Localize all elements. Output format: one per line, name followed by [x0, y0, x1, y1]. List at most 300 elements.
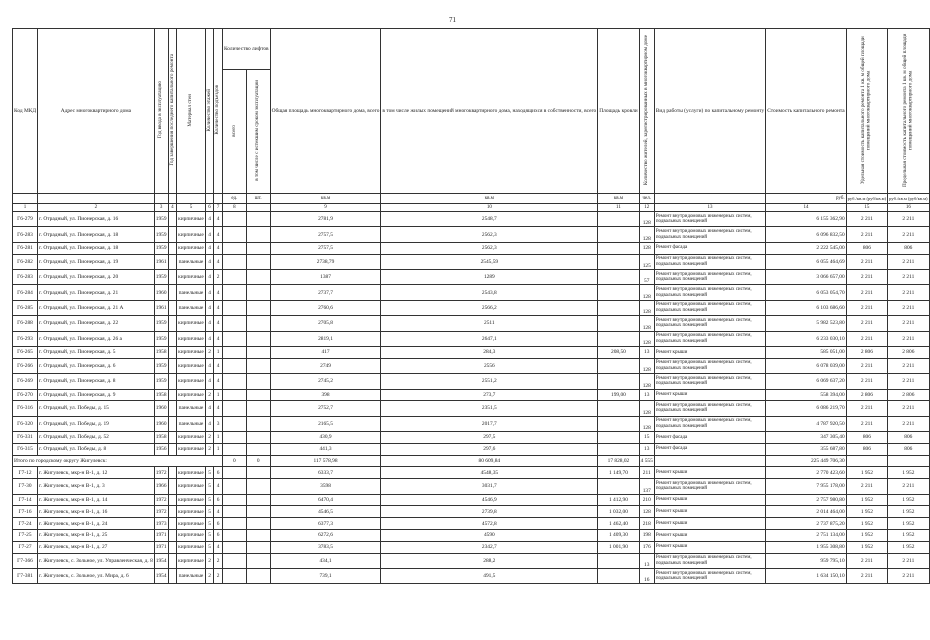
- cell-area: 2819,1: [270, 331, 381, 346]
- cell-floors: 2: [205, 553, 214, 568]
- cell-limit-cost: 2 806: [888, 346, 929, 358]
- cell-entrances: 4: [214, 285, 223, 300]
- header-living-area: в том числе жилых помещений многоквартирного дома, находящихся в собственности, всего: [381, 29, 598, 194]
- cell-work-type: Ремонт фасада: [654, 432, 765, 444]
- table-row: [13, 416, 930, 431]
- cell-material: кирпичные: [177, 331, 206, 346]
- cell-limit-cost: 2 211: [888, 254, 929, 269]
- cell-living-area: 2556: [381, 358, 598, 373]
- cell-roof-area: 1 149,70: [598, 467, 639, 479]
- cell-floors: 4: [205, 374, 214, 389]
- cell-lifts-expired: [246, 374, 270, 389]
- cell-material: панельные: [177, 569, 206, 584]
- cell-lifts-total: [222, 316, 246, 331]
- cell-year: 1959: [154, 212, 168, 227]
- cell-cost: 2 737 875,20: [766, 518, 846, 530]
- table-row: [13, 569, 930, 584]
- cell-work-type: Ремонт внутридомовых инженерных систем, подвальных помещений: [654, 285, 765, 300]
- cell-work-type: Ремонт внутридомовых инженерных систем, подвальных помещений: [654, 212, 765, 227]
- cell-floors: 2: [205, 443, 214, 455]
- cell-last-repair: [168, 443, 177, 455]
- cell-cost: 6 053 054,70: [766, 285, 846, 300]
- cell-lifts-expired: [246, 432, 270, 444]
- cell-code: Г7-25: [13, 530, 38, 542]
- cell-last-repair: [168, 285, 177, 300]
- cell-lifts-total: [222, 479, 246, 494]
- cell-material: кирпичные: [177, 443, 206, 455]
- cell-floors: 4: [205, 331, 214, 346]
- total-cost: 225 449 706,30: [766, 455, 846, 467]
- table-row: [13, 494, 930, 506]
- total-row: [13, 455, 930, 467]
- cell-lifts-expired: [246, 506, 270, 518]
- cell-floors: 5: [205, 541, 214, 553]
- cell-specific-cost: 2 211: [846, 401, 887, 416]
- unit-limit: руб./кв.м (руб/кв.м): [888, 194, 929, 204]
- header-limit-cost: Предельная стоимость капитального ремонта 1 кв. м общей площади помещений многоквартирного дома: [901, 33, 914, 187]
- cell-lifts-total: [222, 401, 246, 416]
- cell-material: кирпичные: [177, 530, 206, 542]
- table-row: [13, 242, 930, 254]
- cell-area: 739,1: [270, 569, 381, 584]
- cell-cost: 6 078 039,00: [766, 358, 846, 373]
- cell-roof-area: [598, 285, 639, 300]
- cell-last-repair: [168, 401, 177, 416]
- header-residents: Количество жителей, зарегистрированных в многоквартирном доме: [642, 34, 649, 186]
- cell-residents: 198: [639, 530, 654, 542]
- table-row: [13, 346, 930, 358]
- cell-specific-cost: 1 952: [846, 530, 887, 542]
- cell-work-type: Ремонт крыши: [654, 506, 765, 518]
- cell-year: 1960: [154, 285, 168, 300]
- cell-year: 1959: [154, 242, 168, 254]
- cell-floors: 4: [205, 212, 214, 227]
- cell-area: 6470,4: [270, 494, 381, 506]
- col-number: 10: [381, 204, 598, 212]
- col-number: 13: [654, 204, 765, 212]
- cell-year: 1959: [154, 316, 168, 331]
- cell-work-type: Ремонт внутридомовых инженерных систем, подвальных помещений: [654, 300, 765, 315]
- cell-code: Г6-283: [13, 227, 38, 242]
- cell-area: 430,9: [270, 432, 381, 444]
- cell-code: Г6-270: [13, 389, 38, 401]
- cell-lifts-total: [222, 374, 246, 389]
- cell-floors: 2: [205, 569, 214, 584]
- cell-code: Г7-366: [13, 553, 38, 568]
- header-address: Адрес многоквартирного дома: [38, 29, 155, 194]
- cell-last-repair: [168, 269, 177, 284]
- cell-entrances: 1: [214, 443, 223, 455]
- col-number: 7: [214, 204, 223, 212]
- cell-roof-area: [598, 553, 639, 568]
- table-row: [13, 285, 930, 300]
- cell-last-repair: [168, 212, 177, 227]
- cell-entrances: 6: [214, 467, 223, 479]
- cell-code: Г7-16: [13, 506, 38, 518]
- cell-work-type: Ремонт внутридомовых инженерных систем, подвальных помещений: [654, 269, 765, 284]
- table-row: [13, 316, 930, 331]
- cell-floors: 5: [205, 467, 214, 479]
- cell-address: г. Жигулевск, с. Зольное, ул. Мира, д. 6: [38, 569, 155, 584]
- cell-specific-cost: 2 211: [846, 553, 887, 568]
- cell-lifts-expired: [246, 331, 270, 346]
- cell-year: 1959: [154, 374, 168, 389]
- cell-floors: 4: [205, 300, 214, 315]
- cell-entrances: 6: [214, 518, 223, 530]
- cell-living-area: 297,6: [381, 443, 598, 455]
- cell-cost: 3 066 657,00: [766, 269, 846, 284]
- total-area: 117 578,98: [270, 455, 381, 467]
- cell-roof-area: [598, 479, 639, 494]
- cell-residents: 16: [639, 569, 654, 584]
- total-residents: 4 555: [639, 455, 654, 467]
- cell-specific-cost: 2 211: [846, 569, 887, 584]
- col-number: [246, 204, 270, 212]
- table-header: [13, 29, 930, 212]
- cell-living-area: 4572,8: [381, 518, 598, 530]
- table-row: [13, 541, 930, 553]
- cell-floors: 5: [205, 506, 214, 518]
- page-number: 71: [449, 16, 456, 24]
- total-empty: [846, 455, 887, 467]
- cell-residents: 13: [639, 389, 654, 401]
- cell-specific-cost: 2 211: [846, 316, 887, 331]
- cell-lifts-total: [222, 285, 246, 300]
- cell-roof-area: [598, 212, 639, 227]
- cell-floors: 5: [205, 530, 214, 542]
- cell-year: 1959: [154, 358, 168, 373]
- cell-living-area: 1289: [381, 269, 598, 284]
- cell-address: г. Жигулевск, мкр-н В-1, д. 27: [38, 541, 155, 553]
- cell-roof-area: 1 001,90: [598, 541, 639, 553]
- cell-area: 4546,5: [270, 506, 381, 518]
- cell-floors: 4: [205, 358, 214, 373]
- cell-address: г. Отрадный, ул. Победы, д. 52: [38, 432, 155, 444]
- cell-material: кирпичные: [177, 346, 206, 358]
- total-label: Итого по городскому округу Жигулевск:: [13, 455, 223, 467]
- col-number: 5: [177, 204, 206, 212]
- cell-lifts-total: [222, 506, 246, 518]
- col-number: 6: [205, 204, 214, 212]
- header-total-area: Общая площадь многоквартирного дома, всего: [270, 29, 381, 194]
- cell-limit-cost: 806: [888, 242, 929, 254]
- cell-residents: 137: [639, 479, 654, 494]
- cell-material: кирпичные: [177, 553, 206, 568]
- total-lifts-total: 0: [222, 455, 246, 467]
- cell-entrances: 1: [214, 432, 223, 444]
- cell-cost: 6 086 219,70: [766, 401, 846, 416]
- cell-specific-cost: 2 806: [846, 346, 887, 358]
- table-row: [13, 389, 930, 401]
- cell-limit-cost: 2 211: [888, 374, 929, 389]
- cell-specific-cost: 2 211: [846, 300, 887, 315]
- cell-lifts-total: [222, 416, 246, 431]
- table-row: [13, 553, 930, 568]
- cell-living-area: 4548,35: [381, 467, 598, 479]
- cell-entrances: 4: [214, 300, 223, 315]
- cell-year: 1960: [154, 416, 168, 431]
- cell-roof-area: 1 409,30: [598, 530, 639, 542]
- cell-material: панельные: [177, 401, 206, 416]
- col-number: 9: [270, 204, 381, 212]
- total-living-area: 80 609,84: [381, 455, 598, 467]
- cell-living-area: 2551,2: [381, 374, 598, 389]
- cell-living-area: 2566,2: [381, 300, 598, 315]
- cell-material: кирпичные: [177, 467, 206, 479]
- cell-living-area: 2562,3: [381, 242, 598, 254]
- cell-code: Г6-288: [13, 316, 38, 331]
- cell-lifts-total: [222, 254, 246, 269]
- cell-work-type: Ремонт крыши: [654, 518, 765, 530]
- cell-living-area: 2647,1: [381, 331, 598, 346]
- cell-entrances: 4: [214, 541, 223, 553]
- cell-cost: 558 394,00: [766, 389, 846, 401]
- cell-material: кирпичные: [177, 242, 206, 254]
- cell-area: 2705,8: [270, 316, 381, 331]
- cell-last-repair: [168, 227, 177, 242]
- cell-residents: 15: [639, 432, 654, 444]
- cell-address: г. Отрадный, ул. Пионерская, д. 22: [38, 316, 155, 331]
- cell-residents: 128: [639, 285, 654, 300]
- cell-limit-cost: 806: [888, 443, 929, 455]
- cell-limit-cost: 1 952: [888, 530, 929, 542]
- unit-lifts-total: ед.: [222, 194, 246, 204]
- cell-specific-cost: 1 952: [846, 541, 887, 553]
- cell-specific-cost: 2 211: [846, 227, 887, 242]
- cell-living-area: 2017,7: [381, 416, 598, 431]
- cell-residents: 218: [639, 518, 654, 530]
- cell-last-repair: [168, 432, 177, 444]
- cell-residents: 128: [639, 358, 654, 373]
- cell-last-repair: [168, 374, 177, 389]
- cell-floors: 5: [205, 494, 214, 506]
- cell-year: 1972: [154, 494, 168, 506]
- cell-year: 1959: [154, 331, 168, 346]
- cell-code: Г6-266: [13, 358, 38, 373]
- col-number: 8: [222, 204, 246, 212]
- cell-code: Г7-381: [13, 569, 38, 584]
- cell-address: г. Отрадный, ул. Пионерская, д. 6: [38, 358, 155, 373]
- cell-year: 1956: [154, 443, 168, 455]
- cell-address: г. Жигулевск, мкр-н В-1, д. 24: [38, 518, 155, 530]
- cell-code: Г6-331: [13, 432, 38, 444]
- cell-residents: 128: [639, 300, 654, 315]
- cell-lifts-expired: [246, 416, 270, 431]
- cell-address: г. Отрадный, ул. Победы, д. 19: [38, 416, 155, 431]
- cell-floors: 5: [205, 518, 214, 530]
- cell-lifts-expired: [246, 346, 270, 358]
- cell-lifts-expired: [246, 401, 270, 416]
- cell-roof-area: 208,50: [598, 346, 639, 358]
- cell-specific-cost: 2 211: [846, 479, 887, 494]
- table-row: [13, 358, 930, 373]
- cell-area: 2781,9: [270, 212, 381, 227]
- cell-entrances: 4: [214, 358, 223, 373]
- cell-address: г. Жигулевск, мкр-н В-1, д. 14: [38, 494, 155, 506]
- cell-cost: 5 982 523,80: [766, 316, 846, 331]
- cell-last-repair: [168, 569, 177, 584]
- unit-living: кв.м: [381, 194, 598, 204]
- cell-area: 2757,5: [270, 227, 381, 242]
- cell-cost: 355 687,80: [766, 443, 846, 455]
- cell-work-type: Ремонт крыши: [654, 541, 765, 553]
- cell-entrances: 4: [214, 242, 223, 254]
- cell-roof-area: 199,00: [598, 389, 639, 401]
- cell-area: 3783,5: [270, 541, 381, 553]
- cell-code: Г6-293: [13, 331, 38, 346]
- cell-limit-cost: 2 211: [888, 479, 929, 494]
- cell-living-area: 2342,7: [381, 541, 598, 553]
- cell-cost: 6 103 686,60: [766, 300, 846, 315]
- unit-roof: кв.м: [598, 194, 639, 204]
- cell-lifts-total: [222, 389, 246, 401]
- cell-lifts-expired: [246, 479, 270, 494]
- cell-year: 1971: [154, 541, 168, 553]
- cell-cost: 6 155 362,90: [766, 212, 846, 227]
- header-cost: Стоимость капитального ремонта: [766, 29, 846, 194]
- cell-lifts-expired: [246, 254, 270, 269]
- cell-area: 1387: [270, 269, 381, 284]
- cell-address: г. Отрадный, ул. Пионерская, д. 18: [38, 242, 155, 254]
- cell-roof-area: [598, 358, 639, 373]
- cell-work-type: Ремонт крыши: [654, 530, 765, 542]
- cell-lifts-expired: [246, 541, 270, 553]
- table-row: [13, 467, 930, 479]
- cell-specific-cost: 2 211: [846, 331, 887, 346]
- cell-lifts-expired: [246, 227, 270, 242]
- cell-work-type: Ремонт внутридомовых инженерных систем, подвальных помещений: [654, 254, 765, 269]
- cell-entrances: 4: [214, 316, 223, 331]
- cell-lifts-expired: [246, 569, 270, 584]
- cell-lifts-total: [222, 212, 246, 227]
- cell-residents: 211: [639, 467, 654, 479]
- cell-lifts-total: [222, 432, 246, 444]
- cell-code: Г6-320: [13, 416, 38, 431]
- cell-area: 2752,7: [270, 401, 381, 416]
- cell-entrances: 4: [214, 227, 223, 242]
- cell-roof-area: [598, 374, 639, 389]
- cell-year: 1972: [154, 467, 168, 479]
- cell-limit-cost: 2 211: [888, 227, 929, 242]
- cell-work-type: Ремонт фасада: [654, 443, 765, 455]
- cell-address: г. Отрадный, ул. Пионерская, д. 21: [38, 285, 155, 300]
- cell-code: Г7-24: [13, 518, 38, 530]
- cell-roof-area: 1 412,90: [598, 494, 639, 506]
- cell-material: кирпичные: [177, 432, 206, 444]
- cell-living-area: 273,7: [381, 389, 598, 401]
- header-lifts-expired: в том числе с истекшим сроком эксплуатации: [254, 80, 261, 182]
- cell-living-area: 2545,59: [381, 254, 598, 269]
- cell-roof-area: [598, 416, 639, 431]
- cell-entrances: 1: [214, 346, 223, 358]
- cell-specific-cost: 2 211: [846, 212, 887, 227]
- cell-cost: 2 222 545,00: [766, 242, 846, 254]
- cell-material: кирпичные: [177, 316, 206, 331]
- cell-last-repair: [168, 316, 177, 331]
- cell-material: кирпичные: [177, 269, 206, 284]
- cell-roof-area: [598, 432, 639, 444]
- cell-residents: 128: [639, 331, 654, 346]
- cell-material: панельные: [177, 254, 206, 269]
- cell-residents: 13: [639, 346, 654, 358]
- capital-repair-table: [12, 28, 930, 584]
- unit-lifts-expired: шт.: [246, 194, 270, 204]
- table-row: [13, 254, 930, 269]
- cell-living-area: 4546,9: [381, 494, 598, 506]
- cell-specific-cost: 2 211: [846, 254, 887, 269]
- col-number: 14: [766, 204, 846, 212]
- cell-code: Г7-27: [13, 541, 38, 553]
- cell-work-type: Ремонт внутридомовых инженерных систем, подвальных помещений: [654, 416, 765, 431]
- cell-cost: 4 787 920,50: [766, 416, 846, 431]
- cell-area: 441,3: [270, 443, 381, 455]
- cell-address: г. Отрадный, ул. Пионерская, д. 16: [38, 212, 155, 227]
- cell-lifts-total: [222, 467, 246, 479]
- total-lifts-expired: 0: [246, 455, 270, 467]
- cell-last-repair: [168, 467, 177, 479]
- unit-area: кв.м: [270, 194, 381, 204]
- table-row: [13, 227, 930, 242]
- header-lifts-group: Количество лифтов: [222, 29, 270, 70]
- cell-limit-cost: 2 211: [888, 285, 929, 300]
- cell-material: кирпичные: [177, 518, 206, 530]
- cell-entrances: 2: [214, 569, 223, 584]
- cell-roof-area: [598, 300, 639, 315]
- unit-residents: чел.: [639, 194, 654, 204]
- cell-specific-cost: 1 952: [846, 518, 887, 530]
- cell-area: 2760,6: [270, 300, 381, 315]
- cell-year: 1959: [154, 227, 168, 242]
- table-row: [13, 479, 930, 494]
- cell-work-type: Ремонт внутридомовых инженерных систем, подвальных помещений: [654, 553, 765, 568]
- cell-limit-cost: 2 211: [888, 212, 929, 227]
- cell-lifts-total: [222, 569, 246, 584]
- cell-lifts-expired: [246, 553, 270, 568]
- cell-living-area: 297,5: [381, 432, 598, 444]
- cell-address: г. Жигулевск, с. Зольное, ул. Управленческая, д. 8: [38, 553, 155, 568]
- table-row: [13, 432, 930, 444]
- cell-floors: 4: [205, 242, 214, 254]
- cell-last-repair: [168, 494, 177, 506]
- cell-work-type: Ремонт крыши: [654, 467, 765, 479]
- cell-lifts-total: [222, 269, 246, 284]
- cell-specific-cost: 2 211: [846, 285, 887, 300]
- cell-material: кирпичные: [177, 479, 206, 494]
- cell-residents: 128: [639, 212, 654, 227]
- cell-residents: 57: [639, 269, 654, 284]
- cell-address: г. Отрадный, ул. Пионерская, д. 18: [38, 227, 155, 242]
- cell-cost: 6 055 464,69: [766, 254, 846, 269]
- cell-living-area: 2511: [381, 316, 598, 331]
- cell-code: Г6-284: [13, 285, 38, 300]
- cell-year: 1971: [154, 530, 168, 542]
- cell-work-type: Ремонт внутридомовых инженерных систем, подвальных помещений: [654, 479, 765, 494]
- cell-entrances: 6: [214, 530, 223, 542]
- cell-specific-cost: 1 952: [846, 467, 887, 479]
- cell-specific-cost: 806: [846, 432, 887, 444]
- cell-limit-cost: 1 952: [888, 494, 929, 506]
- cell-lifts-expired: [246, 269, 270, 284]
- cell-area: 2738,79: [270, 254, 381, 269]
- cell-material: панельные: [177, 300, 206, 315]
- cell-residents: 128: [639, 506, 654, 518]
- cell-entrances: 4: [214, 401, 223, 416]
- cell-specific-cost: 806: [846, 443, 887, 455]
- header-roof-area: Площадь кровли: [598, 29, 639, 194]
- cell-code: Г6-282: [13, 254, 38, 269]
- cell-residents: 125: [639, 254, 654, 269]
- cell-limit-cost: 2 211: [888, 569, 929, 584]
